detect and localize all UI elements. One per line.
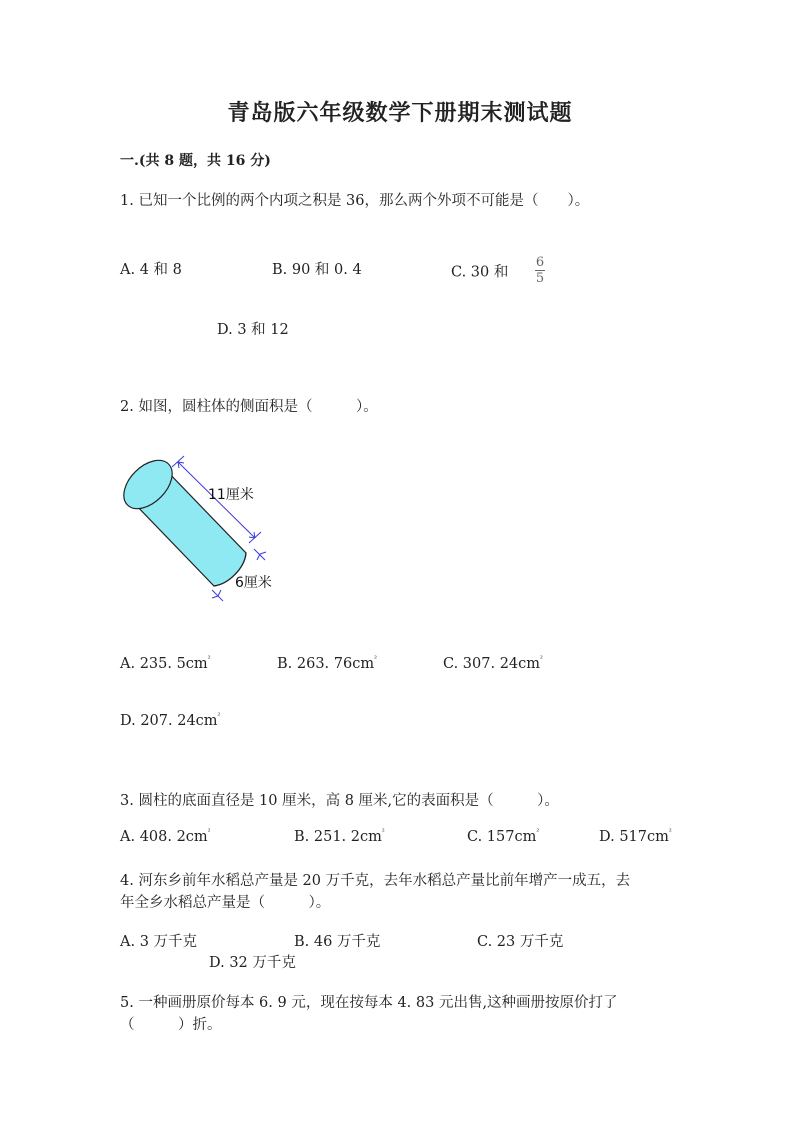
q2-option-c-text: C. 307. 24cm: [443, 656, 541, 672]
question-1: 1. 已知一个比例的两个内项之积是 36，那么两个外项不可能是（ ）。: [120, 193, 590, 209]
question-2: 2. 如图，圆柱体的侧面积是（ ）。: [120, 399, 378, 415]
unit-superscript: ²: [668, 828, 672, 836]
q3-option-b-text: B. 251. 2cm: [294, 829, 382, 845]
q2-option-b-text: B. 263. 76cm: [277, 656, 375, 672]
unit-superscript: ²: [207, 655, 211, 663]
q1-option-a: A. 4 和 8: [120, 262, 182, 278]
unit-superscript: ²: [540, 655, 543, 663]
question-3: 3. 圆柱的底面直径是 10 厘米，高 8 厘米,它的表面积是（ ）。: [120, 793, 559, 809]
q1-option-c-fraction: [535, 256, 545, 285]
q3-option-c-text: C. 157cm: [467, 829, 537, 845]
page-title: 青岛版六年级数学下册期末测试题: [227, 100, 573, 126]
cylinder-shape: [118, 451, 246, 586]
q3-option-d: [599, 829, 672, 845]
question-4-line-2: 年全乡水稻总产量是（ ）。: [120, 895, 331, 911]
section-heading: 一.(共 8 题，共 16 分): [120, 153, 271, 169]
unit-superscript: ²: [374, 655, 377, 663]
q2-option-d: [120, 713, 220, 729]
q3-option-b: [294, 829, 385, 845]
figure-length-label: 11厘米: [208, 487, 254, 503]
fraction-numerator: 6: [535, 255, 545, 270]
unit-superscript: ²: [381, 828, 385, 836]
question-5-line-2: （ ）折。: [120, 1017, 222, 1033]
q2-option-a: [120, 656, 211, 672]
unit-superscript: ²: [207, 828, 211, 836]
q4-option-c: C. 23 万千克: [477, 934, 564, 950]
q1-option-b: B. 90 和 0. 4: [272, 262, 362, 278]
q3-option-a-text: A. 408. 2cm: [120, 829, 208, 845]
q2-option-b: [277, 656, 377, 672]
figure-diameter-label: 6厘米: [235, 575, 272, 591]
q4-option-d: D. 32 万千克: [209, 955, 296, 971]
q1-option-c-text: C. 30 和: [451, 264, 509, 281]
q4-option-a: A. 3 万千克: [120, 934, 198, 950]
fraction-denominator: 5: [535, 271, 545, 286]
question-4-line-1: 4. 河东乡前年水稻总产量是 20 万千克，去年水稻总产量比前年增产一成五，去: [120, 873, 631, 889]
q3-option-d-text: D. 517cm: [599, 829, 669, 845]
q1-option-d: D. 3 和 12: [217, 322, 289, 338]
unit-superscript: ²: [536, 828, 540, 836]
question-5-line-1: 5. 一种画册原价每本 6. 9 元，现在按每本 4. 83 元出售,这种画册按原价打了: [120, 995, 618, 1011]
q3-option-c: [467, 829, 539, 845]
q1-option-c: [451, 255, 545, 287]
q2-option-a-text: A. 235. 5cm: [120, 656, 208, 672]
q3-option-a: [120, 829, 211, 845]
unit-superscript: ²: [217, 712, 221, 720]
q2-option-d-text: D. 207. 24cm: [120, 713, 218, 729]
q4-option-b: B. 46 万千克: [294, 934, 381, 950]
q2-option-c: [443, 656, 543, 672]
